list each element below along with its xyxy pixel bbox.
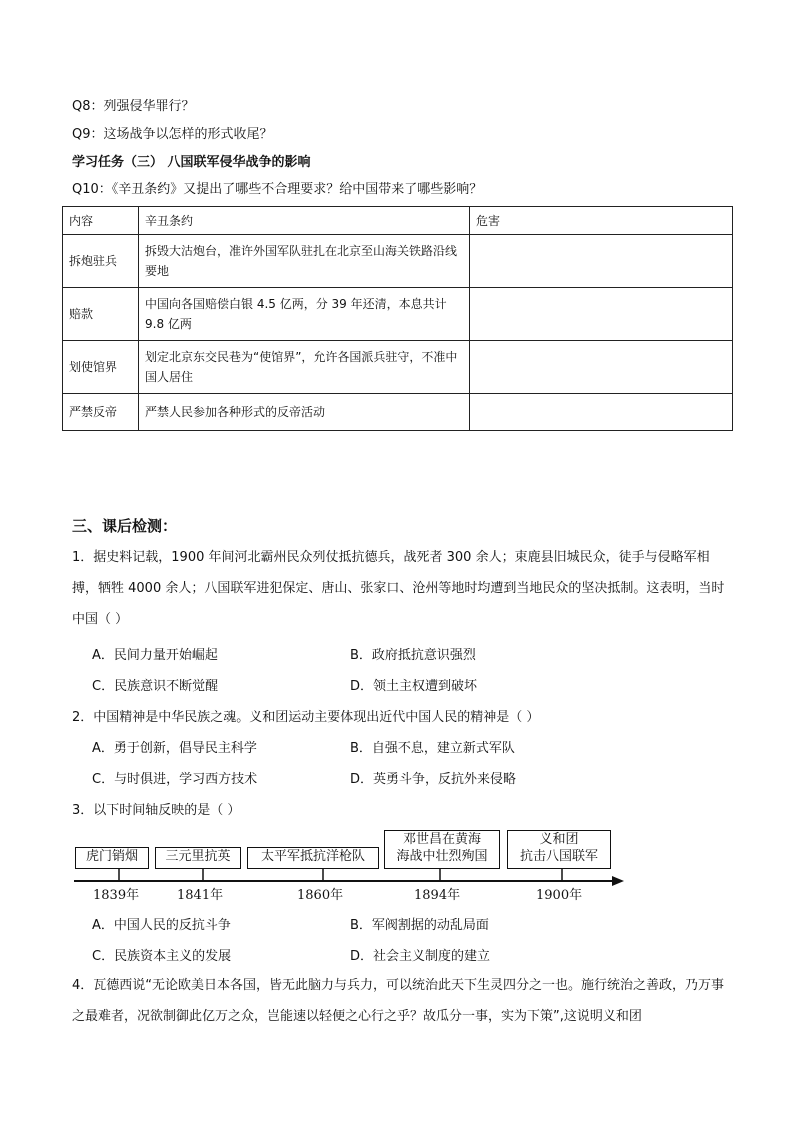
row-harm[interactable]: [470, 235, 733, 288]
timeline-event-label: 邓世昌在黄海: [402, 832, 481, 847]
row-name: 赔款: [63, 288, 139, 341]
row-harm[interactable]: [470, 288, 733, 341]
q3-option-b[interactable]: B．军阀割据的动乱局面: [350, 918, 489, 933]
timeline-event-label: 虎门销烟: [85, 849, 138, 864]
row-content: 划定北京东交民巷为“使馆界”，允许各国派兵驻守，不准中国人居住: [139, 341, 470, 394]
table-header-row: [63, 207, 733, 235]
timeline-year: 1860年: [297, 888, 344, 903]
q2-option-c[interactable]: C．与时俱进，学习西方技术: [92, 772, 258, 787]
q1-option-d[interactable]: D．领土主权遭到破坏: [350, 679, 478, 694]
row-harm[interactable]: [470, 341, 733, 394]
q3-option-d[interactable]: D．社会主义制度的建立: [350, 949, 491, 964]
row-content: 严禁人民参加各种形式的反帝活动: [139, 394, 470, 431]
question-1-stem: 1．据史料记载，1900 年间河北霸州民众列仗抵抗德兵，战死者 300 余人；束鹿县旧城民众，徒手与侵略军相搏，牺牲 4000 余人；八国联军进犯保定、唐山、张家口、沧州等地时均遭到当地民众的坚决抵制。这表明，当时中国（ ）: [72, 550, 725, 627]
row-name: 严禁反帝: [63, 394, 139, 431]
question-9: Q9：这场战争以怎样的形式收尾？: [72, 127, 273, 142]
row-harm[interactable]: [470, 394, 733, 431]
timeline-event-label: 太平军抵抗洋枪队: [260, 849, 365, 864]
row-content: 中国向各国赔偿白银 4.5 亿两，分 39 年还清，本息共计 9.8 亿两: [139, 288, 470, 341]
q1-option-a[interactable]: A．民间力量开始崛起: [92, 648, 218, 663]
task-3-heading: 学习任务（三） 八国联军侵华战争的影响: [72, 155, 311, 170]
question-3-stem: 3．以下时间轴反映的是（ ）: [72, 803, 241, 818]
table-row: [63, 288, 733, 341]
timeline: [72, 828, 632, 903]
section-3-title: 三、课后检测：: [72, 517, 178, 535]
timeline-year: 1894年: [414, 888, 461, 903]
timeline-event-label: 抗击八国联军: [519, 849, 598, 864]
question-8: Q8：列强侵华罪行？: [72, 99, 195, 114]
treaty-table: [62, 206, 733, 431]
q2-option-b[interactable]: B．自强不息，建立新式军队: [350, 741, 515, 756]
table-row: [63, 235, 733, 288]
arrow-right-icon: [612, 876, 624, 886]
q2-option-a[interactable]: A．勇于创新，倡导民主科学: [92, 741, 257, 756]
table-header: 内容: [63, 207, 139, 235]
question-4-stem: 4．瓦德西说“无论欧美日本各国，皆无此脑力与兵力，可以统治此天下生灵四分之一也。施行统治之善政，乃万事之最难者，况欲制御此亿万之众，岂能速以轻便之心行之乎？故瓜分一事，实为下策”,这说明义和团: [72, 978, 725, 1024]
q2-option-d[interactable]: D．英勇斗争，反抗外来侵略: [350, 772, 517, 787]
q3-option-a[interactable]: A．中国人民的反抗斗争: [92, 918, 231, 933]
timeline-year: 1900年: [536, 888, 583, 903]
row-name: 划使馆界: [63, 341, 139, 394]
q1-option-b[interactable]: B．政府抵抗意识强烈: [350, 648, 476, 663]
table-header: 辛丑条约: [139, 207, 470, 235]
q1-option-c[interactable]: C．民族意识不断觉醒: [92, 679, 219, 694]
timeline-event-label: 义和团: [539, 832, 579, 847]
row-name: 拆炮驻兵: [63, 235, 139, 288]
question-10: Q10：《辛丑条约》又提出了哪些不合理要求？给中国带来了哪些影响？: [72, 182, 483, 197]
table-header: 危害: [470, 207, 733, 235]
q3-option-c[interactable]: C．民族资本主义的发展: [92, 949, 232, 964]
row-content: 拆毁大沽炮台，准许外国军队驻扎在北京至山海关铁路沿线要地: [139, 235, 470, 288]
question-2-stem: 2．中国精神是中华民族之魂。义和团运动主要体现出近代中国人民的精神是（ ）: [72, 710, 540, 725]
table-row: [63, 394, 733, 431]
timeline-event-label: 三元里抗英: [165, 849, 231, 864]
table-row: [63, 341, 733, 394]
timeline-event-label: 海战中壮烈殉国: [396, 849, 488, 864]
timeline-year: 1841年: [177, 888, 224, 903]
timeline-year: 1839年: [93, 888, 140, 903]
